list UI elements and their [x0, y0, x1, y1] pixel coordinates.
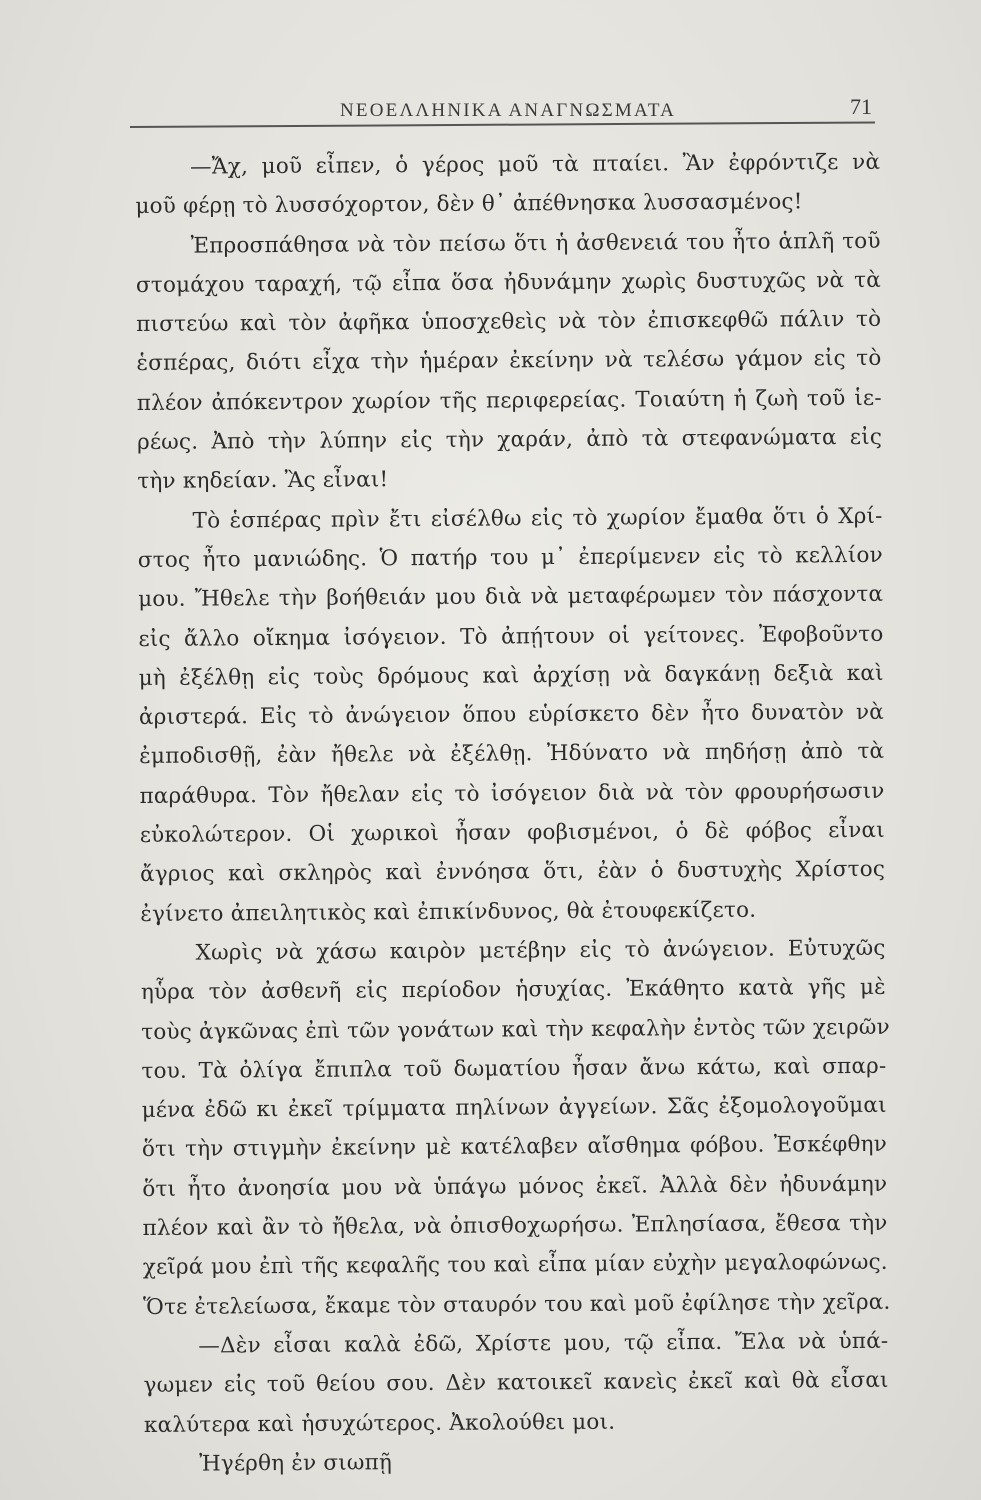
- text-line: Ὅτε ἐτελείωσα, ἔκαμε τὸν σταυρόν του καὶ μοῦ ἐφίλησε τὴν χεῖρα.: [143, 1289, 891, 1320]
- text-line: Τὸ ἑσπέρας πρὶν ἔτι εἰσέλθω εἰς τὸ χωρίον ἔμαθα ὅτι ὁ Χρί-: [192, 503, 883, 534]
- text-line: Ἠγέρθη ἐν σιωπῇ: [199, 1450, 393, 1477]
- text-line: ρέως. Ἀπὸ τὴν λύπην εἰς τὴν χαράν, ἀπὸ τὰ στεφανώματα εἰς: [136, 424, 883, 456]
- text-line: τοὺς ἀγκῶνας ἐπὶ τῶν γονάτων καὶ τὴν κεφαλὴν ἐντὸς τῶν χειρῶν: [141, 1014, 890, 1045]
- text-line: —Ἄχ, μοῦ εἶπεν, ὁ γέρος μοῦ τὰ πταίει. Ἂν ἐφρόντιζε νὰ: [190, 149, 881, 180]
- text-line: ὅτι τὴν στιγμὴν ἐκείνην μὲ κατέλαβεν αἴσθημα φόβου. Ἐσκέφθην: [141, 1132, 888, 1163]
- text-line: ἀριστερά. Εἰς τὸ ἀνώγειον ὅπου εὑρίσκετο δὲν ἦτο δυνατὸν νὰ: [138, 699, 885, 731]
- text-line: ἐγίνετο ἀπειλητικὸς καὶ ἐπικίνδυνος, θὰ ἐτουφεκίζετο.: [140, 897, 757, 927]
- running-title: ΝΕΟΕΛΛΗΝΙΚΑ ΑΝΑΓΝΩΣΜΑΤΑ: [340, 100, 677, 121]
- text-line: χεῖρά μου ἐπὶ τῆς κεφαλῆς του καὶ εἶπα μίαν εὐχὴν μεγαλοφώνως.: [142, 1250, 888, 1281]
- text-line: πιστεύω καὶ τὸν ἀφῆκα ὑποσχεθεὶς νὰ τὸν ἐπισκεφθῶ πάλιν τὸ: [136, 306, 882, 338]
- text-line: στομάχου ταραχή, τῷ εἶπα ὅσα ἠδυνάμην χωρὶς δυστυχῶς νὰ τὰ: [135, 267, 882, 298]
- text-line: μένα ἐδῶ κι ἐκεῖ τρίμματα πηλίνων ἀγγείων. Σᾶς ἐξομολογοῦμαι: [141, 1092, 887, 1124]
- text-line: του. Τὰ ὀλίγα ἔπιπλα τοῦ δωματίου ἦσαν ἄνω κάτω, καὶ σπαρ-: [141, 1053, 887, 1084]
- text-line: πλέον καὶ ἂν τὸ ἤθελα, νὰ ὀπισθοχωρήσω. Ἐπλησίασα, ἔθεσα τὴν: [142, 1210, 888, 1241]
- page-header: [130, 90, 880, 130]
- text-line: —Δὲν εἶσαι καλὰ ἐδῶ, Χρίστε μου, τῷ εἶπα. Ἔλα νὰ ὑπά-: [198, 1328, 889, 1359]
- text-line: Χωρὶς νὰ χάσω καιρὸν μετέβην εἰς τὸ ἀνώγειον. Εὐτυχῶς: [195, 935, 886, 966]
- text-line: μου. Ἤθελε τὴν βοήθειάν μου διὰ νὰ μεταφέρωμεν τὸν πάσχοντα: [138, 582, 884, 613]
- text-line: ἑσπέρας, διότι εἶχα τὴν ἡμέραν ἐκείνην νὰ τελέσω γάμον εἰς τὸ: [136, 346, 882, 377]
- text-line: τὴν κηδείαν. Ἂς εἶναι!: [137, 467, 389, 495]
- text-line: εἰς ἄλλο οἴκημα ἰσόγειον. Τὸ ἀπῄτουν οἱ γείτονες. Ἐφοβοῦντο: [138, 621, 884, 652]
- page-number: 71: [850, 94, 872, 119]
- text-line: καλύτερα καὶ ἡσυχώτερος. Ἀκολούθει μοι.: [143, 1409, 616, 1438]
- header-rule: [130, 121, 875, 128]
- text-line: ὅτι ἦτο ἀνοησία μου νὰ ὑπάγω μόνος ἐκεῖ. Ἀλλὰ δὲν ἠδυνάμην: [142, 1171, 888, 1202]
- text-line: εὐκολώτερον. Οἱ χωρικοὶ ἦσαν φοβισμένοι, ὁ δὲ φόβος εἶναι: [139, 817, 885, 849]
- text-line: πλέον ἀπόκεντρον χωρίον τῆς περιφερείας. Τοιαύτη ἡ ζωὴ τοῦ ἱε-: [136, 385, 882, 416]
- text-line: ἐμποδισθῇ, ἐὰν ἤθελε νὰ ἐξέλθῃ. Ἠδύνατο νὰ πηδήσῃ ἀπὸ τὰ: [139, 739, 885, 770]
- text-line: γωμεν εἰς τοῦ θείου σου. Δὲν κατοικεῖ κανεὶς ἐκεῖ καὶ θὰ εἶσαι: [143, 1367, 889, 1399]
- text-line: Ἐπροσπάθησα νὰ τὸν πείσω ὅτι ἡ ἀσθενειά του ἦτο ἁπλῆ τοῦ: [190, 228, 881, 259]
- text-line: μοῦ φέρῃ τὸ λυσσόχορτον, δὲν θ᾿ ἀπέθνησκα λυσσασμένος!: [135, 189, 803, 220]
- body-text: [135, 143, 889, 1484]
- text-line: παράθυρα. Τὸν ἤθελαν εἰς τὸ ἰσόγειον διὰ νὰ τὸν φρουρήσωσιν: [139, 778, 885, 809]
- text-line: μὴ ἐξέλθῃ εἰς τοὺς δρόμους καὶ ἀρχίσῃ νὰ δαγκάνῃ δεξιὰ καὶ: [138, 660, 884, 691]
- text-line: στος ἦτο μανιώδης. Ὁ πατήρ του μ᾿ ἐπερίμενεν εἰς τὸ κελλίον: [137, 542, 883, 573]
- text-line: ηὗρα τὸν ἀσθενῆ εἰς περίοδον ἡσυχίας. Ἐκάθητο κατὰ γῆς μὲ: [140, 975, 886, 1006]
- text-line: ἄγριος καὶ σκληρὸς καὶ ἐννόησα ὅτι, ἐὰν ὁ δυστυχὴς Χρίστος: [139, 857, 886, 888]
